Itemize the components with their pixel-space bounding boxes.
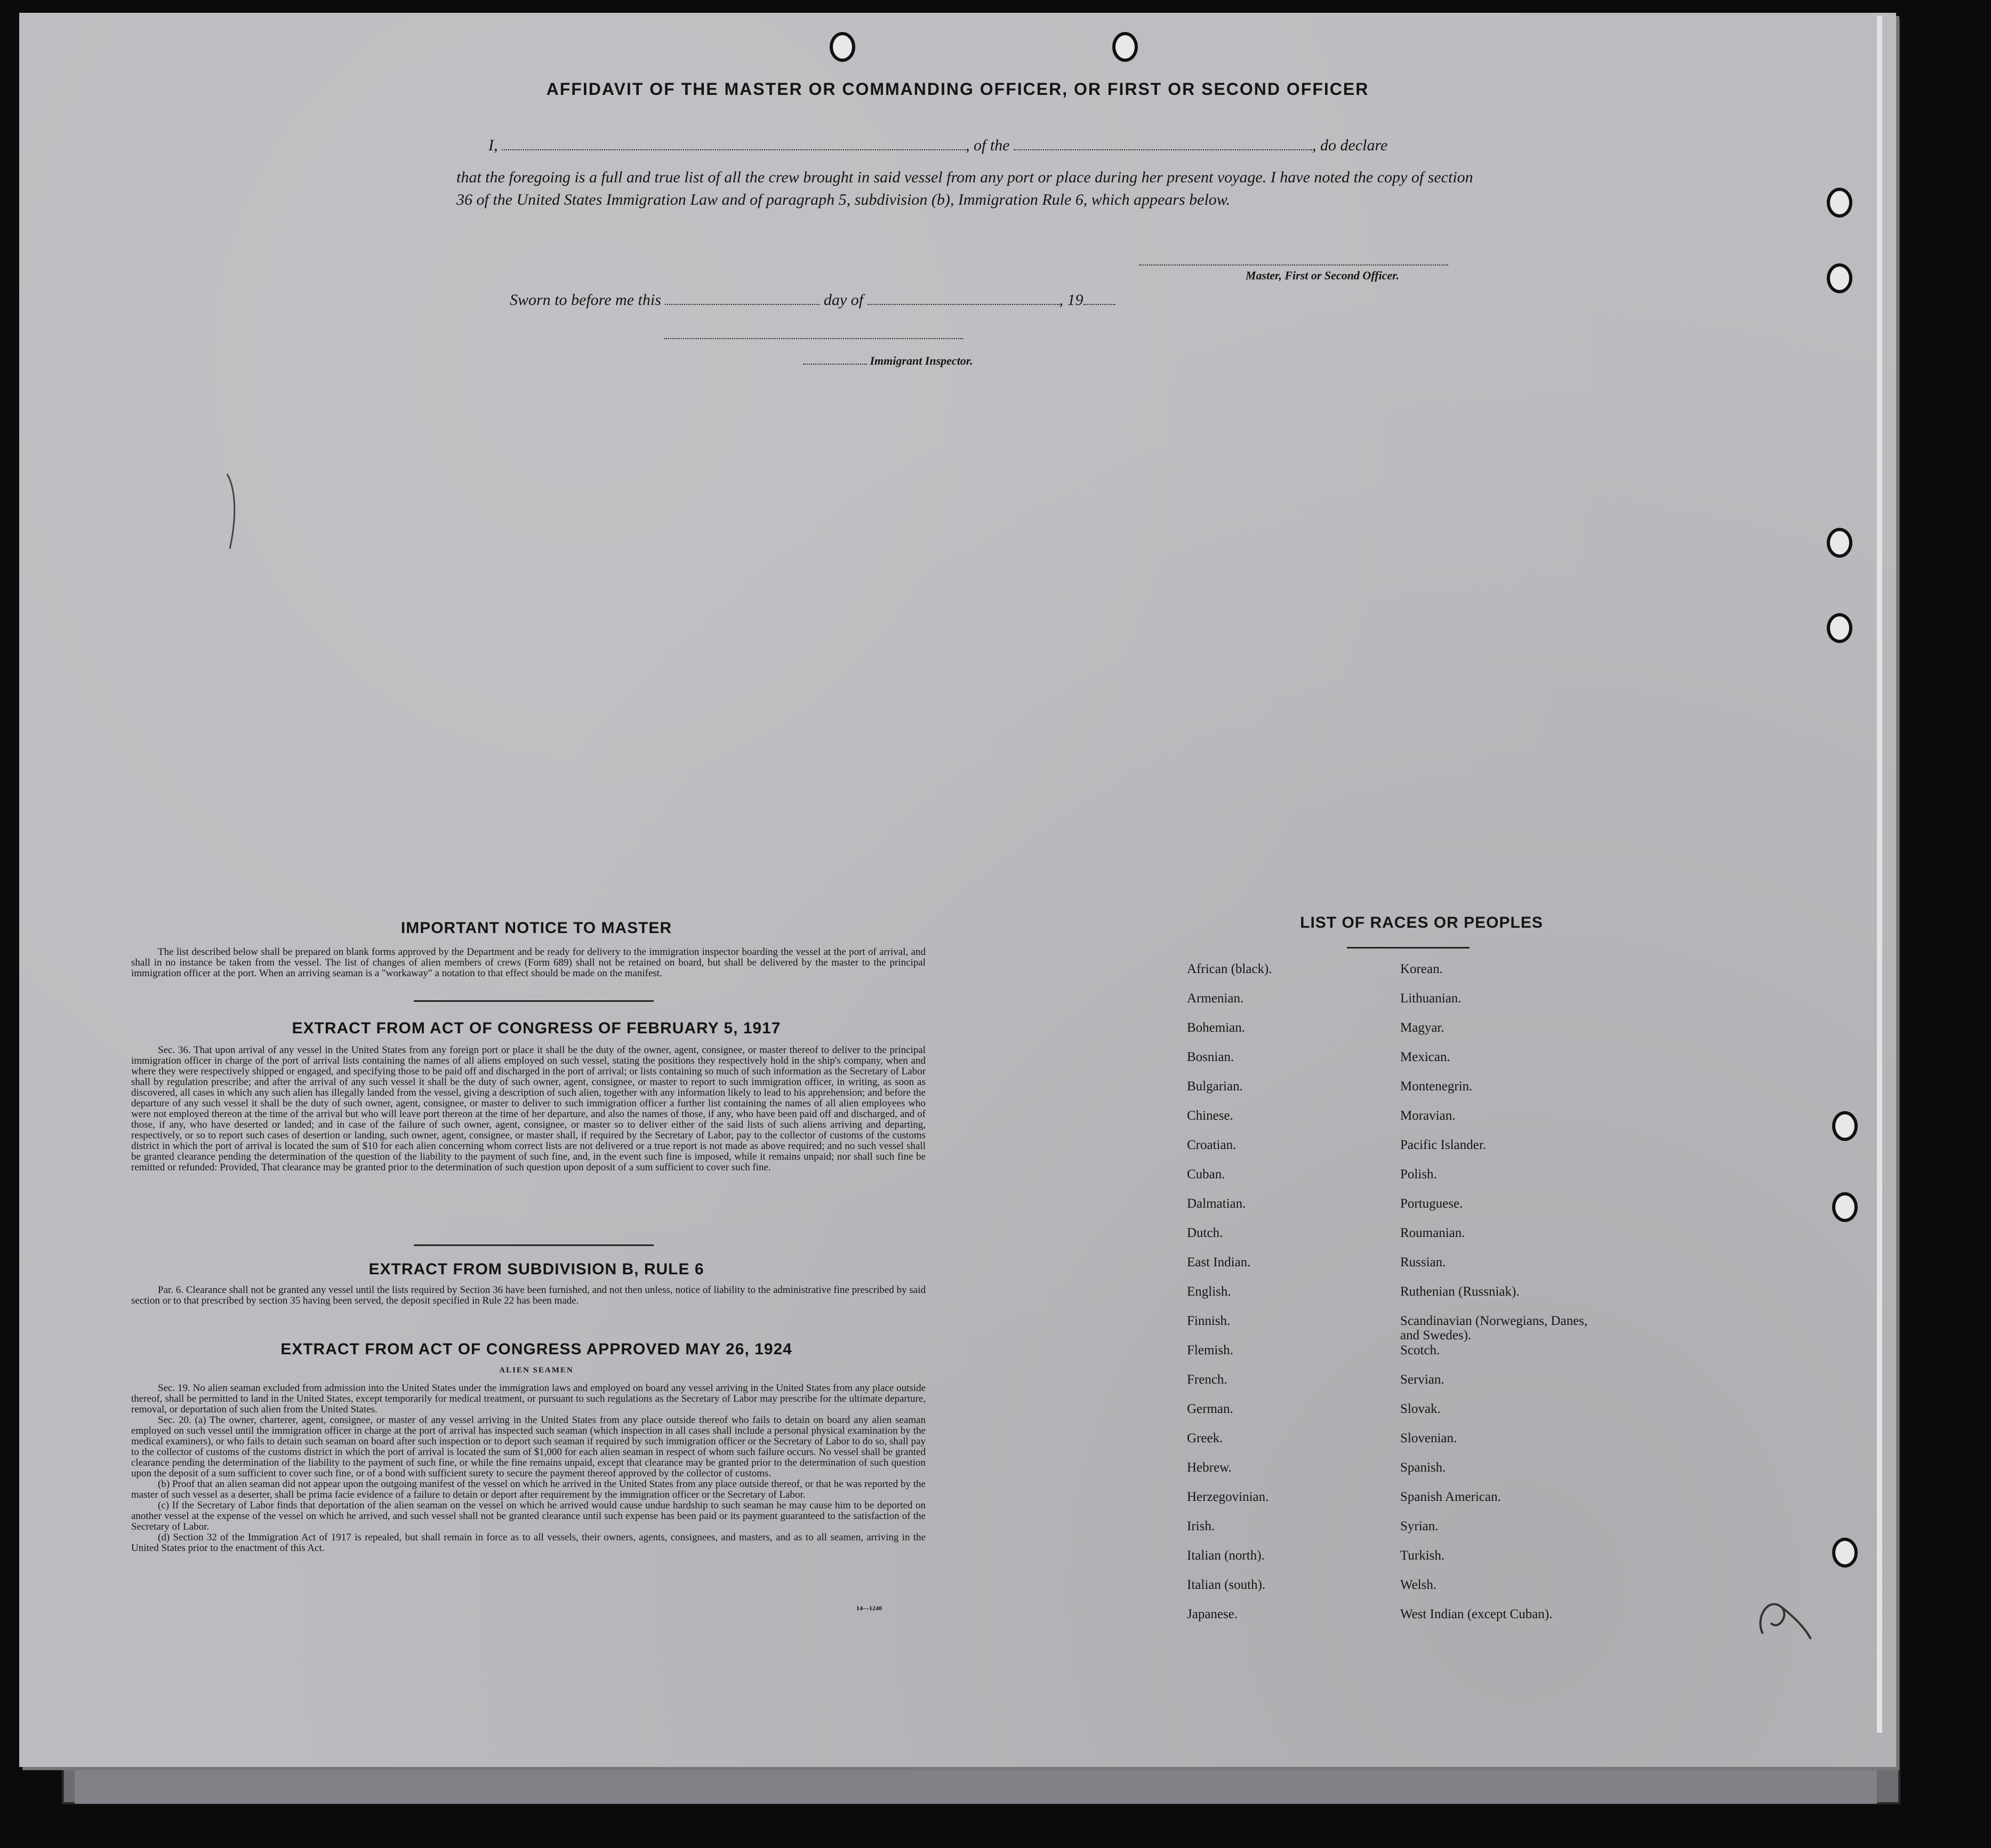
binder-hole-icon xyxy=(1827,613,1852,643)
extract-1924-title: EXTRACT FROM ACT OF CONGRESS APPROVED MAY 26, 1924 xyxy=(280,1340,792,1358)
binder-hole-icon xyxy=(1832,1111,1858,1141)
race-item: Finnish. xyxy=(1187,1314,1231,1328)
race-item: Italian (north). xyxy=(1187,1548,1265,1563)
race-item: Russian. xyxy=(1400,1255,1446,1270)
race-item: English. xyxy=(1187,1284,1231,1299)
race-item: West Indian (except Cuban). xyxy=(1400,1607,1553,1621)
race-item: Mexican. xyxy=(1400,1050,1450,1064)
affidavit-line: I, , of the , do declare xyxy=(488,136,1388,154)
race-item: Polish. xyxy=(1400,1167,1437,1182)
race-item: Herzegovinian. xyxy=(1187,1490,1269,1504)
race-item: Lithuanian. xyxy=(1400,991,1462,1006)
rule6-text: Par. 6. Clearance shall not be granted any vessel until the lists required by Section 36 have been furnished, and not then unless, notice of liability to the administrative fine prescribed by said section or to that prescribed by section 35 having been served, the deposit specified in Rule 22 has been made. xyxy=(131,1284,926,1306)
race-item: Turkish. xyxy=(1400,1548,1445,1563)
race-item: Portuguese. xyxy=(1400,1196,1463,1211)
form-number: 14—1240 xyxy=(856,1604,882,1612)
races-title: LIST OF RACES OR PEOPLES xyxy=(1300,914,1543,931)
divider xyxy=(414,1000,654,1002)
race-item: Chinese. xyxy=(1187,1108,1233,1123)
race-item: Welsh. xyxy=(1400,1578,1437,1592)
race-item: Bohemian. xyxy=(1187,1021,1246,1035)
race-item: German. xyxy=(1187,1402,1233,1416)
race-item: Slovak. xyxy=(1400,1402,1441,1416)
races-list-right xyxy=(1400,962,1592,1636)
binder-hole-icon xyxy=(1827,528,1852,558)
extract-1924-text: Sec. 19. No alien seaman excluded from admission into the United States under the immigration laws and employed on board any vessel arriving in the United States from any place outside thereof, shall be permitted to land in the United States, except temporarily for medical treatment, or pursuant to such regulations as the Secretary of Labor may prescribe for the ultimate departure, removal, or deportation of such alien from the United States. Sec. 20. (a) The owner, charterer, agent, consignee, or master of any vessel arriving in the United States from any place outside thereof who fails to detain on board any alien seaman employed on such vessel until the immigration officer in charge at the port of arrival has inspected such seaman (which inspection in all cases shall include a personal physical examination by the medical examiners), or who fails to detain such seaman on board after such inspection or to deport such seaman if required by such immigration officer or the Secretary of Labor to do so, shall pay to the collector of customs of the customs district in which the port of arrival is located the sum of $1,000 for each alien seaman in respect of whom such failure occurs. No vessel shall be granted clearance pending the determination of the liability to the payment of such fine, or while the fine remains unpaid, except that clearance may be granted prior to the determination of such question upon the deposit of a sum sufficient to cover such fine, or of a bond with sufficient surety to secure the payment thereof approved by the collector of customs. (b) Proof that an alien seaman did not appear upon the outgoing manifest of the vessel on which he arrived in the United States from any place outside thereof, or that he was reported by the master of such vessel as a deserter, shall be prima facie evidence of a failure to detain or deport after requirement by the immigration officer or the Secretary of Labor. (c) If the Secretary of Labor finds that deportation of the alien seaman on the vessel on which he arrived would cause undue hardship to such seaman he may cause him to be deported on another vessel at the expense of the vessel on which he arrived, and such vessel shall not be granted clearance until such expense has been paid or its payment guaranteed to the satisfaction of the Secretary of Labor. (d) Section 32 of the Immigration Act of 1917 is repealed, but shall remain in force as to all vessels, their owners, agents, consignees, and masters, and as to all seamen, arriving in the United States prior to the enactment of this Act. xyxy=(131,1383,926,1554)
race-item: Servian. xyxy=(1400,1372,1444,1387)
master-signature-line xyxy=(1139,263,1448,266)
races-list-left xyxy=(1187,962,1272,1636)
race-item: Pacific Islander. xyxy=(1400,1138,1487,1152)
binder-hole-icon xyxy=(1827,188,1852,218)
race-item: Scandinavian (Norwegians, Danes, and Swedes). xyxy=(1400,1314,1588,1343)
race-item: Syrian. xyxy=(1400,1519,1439,1533)
race-item: Spanish. xyxy=(1400,1460,1446,1475)
divider xyxy=(414,1244,654,1246)
race-item: Ruthenian (Russniak). xyxy=(1400,1284,1520,1299)
race-item: Bosnian. xyxy=(1187,1050,1234,1064)
race-item: French. xyxy=(1187,1372,1227,1387)
race-item: Moravian. xyxy=(1400,1108,1456,1123)
divider xyxy=(1347,947,1470,949)
pencil-mark-icon xyxy=(1752,1586,1816,1644)
notice-text: The list described below shall be prepared on blank forms approved by the Department and be ready for delivery to the immigration inspector boarding the vessel at the port of arrival, and shall in no instance be taken from the vessel. The list of changes of alien members of crews (Form 689) shall not be retained on board, but shall be delivered by the master to the principal immigration officer at the port. When an arriving seaman is a "workaway" a notation to that effect should be made on the manifest. xyxy=(131,946,926,979)
extract-1917-title: EXTRACT FROM ACT OF CONGRESS OF FEBRUARY 5, 1917 xyxy=(292,1019,781,1037)
race-item: Armenian. xyxy=(1187,991,1244,1006)
race-item: Italian (south). xyxy=(1187,1578,1266,1592)
binder-hole-icon xyxy=(1832,1538,1858,1568)
race-item: Montenegrin. xyxy=(1400,1079,1473,1094)
race-item: Dutch. xyxy=(1187,1226,1223,1240)
race-item: Croatian. xyxy=(1187,1138,1237,1152)
race-item: Spanish American. xyxy=(1400,1490,1501,1504)
race-item: Magyar. xyxy=(1400,1021,1444,1035)
race-item: Bulgarian. xyxy=(1187,1079,1243,1094)
race-item: Greek. xyxy=(1187,1431,1223,1445)
race-item: East Indian. xyxy=(1187,1255,1251,1270)
affidavit-title: AFFIDAVIT OF THE MASTER OR COMMANDING OFFICER, OR FIRST OR SECOND OFFICER xyxy=(546,79,1369,99)
binder-hole-icon xyxy=(1112,32,1138,62)
sworn-line: Sworn to before me this day of , 19 xyxy=(510,291,1115,309)
race-item: Irish. xyxy=(1187,1519,1215,1533)
document-page xyxy=(19,13,1896,1767)
race-item: Cuban. xyxy=(1187,1167,1225,1182)
race-item: Roumanian. xyxy=(1400,1226,1465,1240)
race-item: Dalmatian. xyxy=(1187,1196,1246,1211)
pencil-mark-icon xyxy=(222,471,243,551)
race-item: Hebrew. xyxy=(1187,1460,1232,1475)
alien-seamen-subhead: ALIEN SEAMEN xyxy=(499,1366,574,1375)
notice-title: IMPORTANT NOTICE TO MASTER xyxy=(400,919,672,937)
page-edge xyxy=(1877,16,1882,1733)
race-item: African (black). xyxy=(1187,962,1272,976)
extract-1917-text: Sec. 36. That upon arrival of any vessel in the United States from any foreign port or place it shall be the duty of the owner, agent, consignee, or master thereof to deliver to the principal immigration officer in charge of the port of arrival lists containing the names of all aliens employed on such vessel, stating the positions they respectively hold in the ship's company, when and where they were respectively shipped or engaged, and specifying those to be paid off and discharged in the port of arrival; or lists containing so much of such information as the Secretary of Labor shall by regulation prescribe; and after the arrival of any such vessel it shall be the duty of such owner, agent, consignee, or master to report to such immigration officer, in writing, as soon as discovered, all cases in which any such alien has illegally landed from the vessel, giving a description of such alien, together with any information likely to lead to his apprehension; and before the departure of any such vessel it shall be the duty of such owner, agent, consignee, or master to deliver to such immigration officer a further list containing the names of all alien employees who were not employed thereon at the time of the arrival but who will leave port thereon at the time of her departure, and also the names of those, if any, who have been paid off and discharged, and of those, if any, who have deserted or landed; and in case of the failure of such owner, agent, consignee, or master so to deliver either of the said lists of such aliens arriving and departing, respectively, or so to report such cases of desertion or landing, such owner, agent, consignee, or master shall, if required by the Secretary of Labor, pay to the collector of customs of the customs district in which the port of arrival is located the sum of $10 for each alien concerning whom correct lists are not delivered or a true report is not made as above required; and no such vessel shall be granted clearance pending the determination of the question of the liability to the payment of such fine, and, in the event such fine is imposed, while it remains unpaid; nor shall such fine be remitted or refunded: Provided, That clearance may be granted prior to the determination of such question upon deposit of a sum sufficient to cover such fine. xyxy=(131,1044,926,1173)
race-item: Flemish. xyxy=(1187,1343,1233,1357)
binder-hole-icon xyxy=(830,32,855,62)
inspector-caption: Immigrant Inspector. xyxy=(803,354,973,368)
binder-hole-icon xyxy=(1827,263,1852,293)
race-item: Scotch. xyxy=(1400,1343,1440,1357)
inspector-signature-line xyxy=(664,337,963,339)
race-item: Korean. xyxy=(1400,962,1443,976)
affidavit-statement: that the foregoing is a full and true list of all the crew brought in said vessel from any port or place during her present voyage. I have noted the copy of section 36 of the United States Immigration Law and of paragraph 5, subdivision (b), Immigration Rule 6, which appears below. xyxy=(456,168,1473,208)
master-caption: Master, First or Second Officer. xyxy=(1246,269,1400,282)
rule6-title: EXTRACT FROM SUBDIVISION B, RULE 6 xyxy=(368,1260,704,1278)
race-item: Slovenian. xyxy=(1400,1431,1457,1445)
binder-hole-icon xyxy=(1832,1192,1858,1222)
race-item: Japanese. xyxy=(1187,1607,1238,1621)
